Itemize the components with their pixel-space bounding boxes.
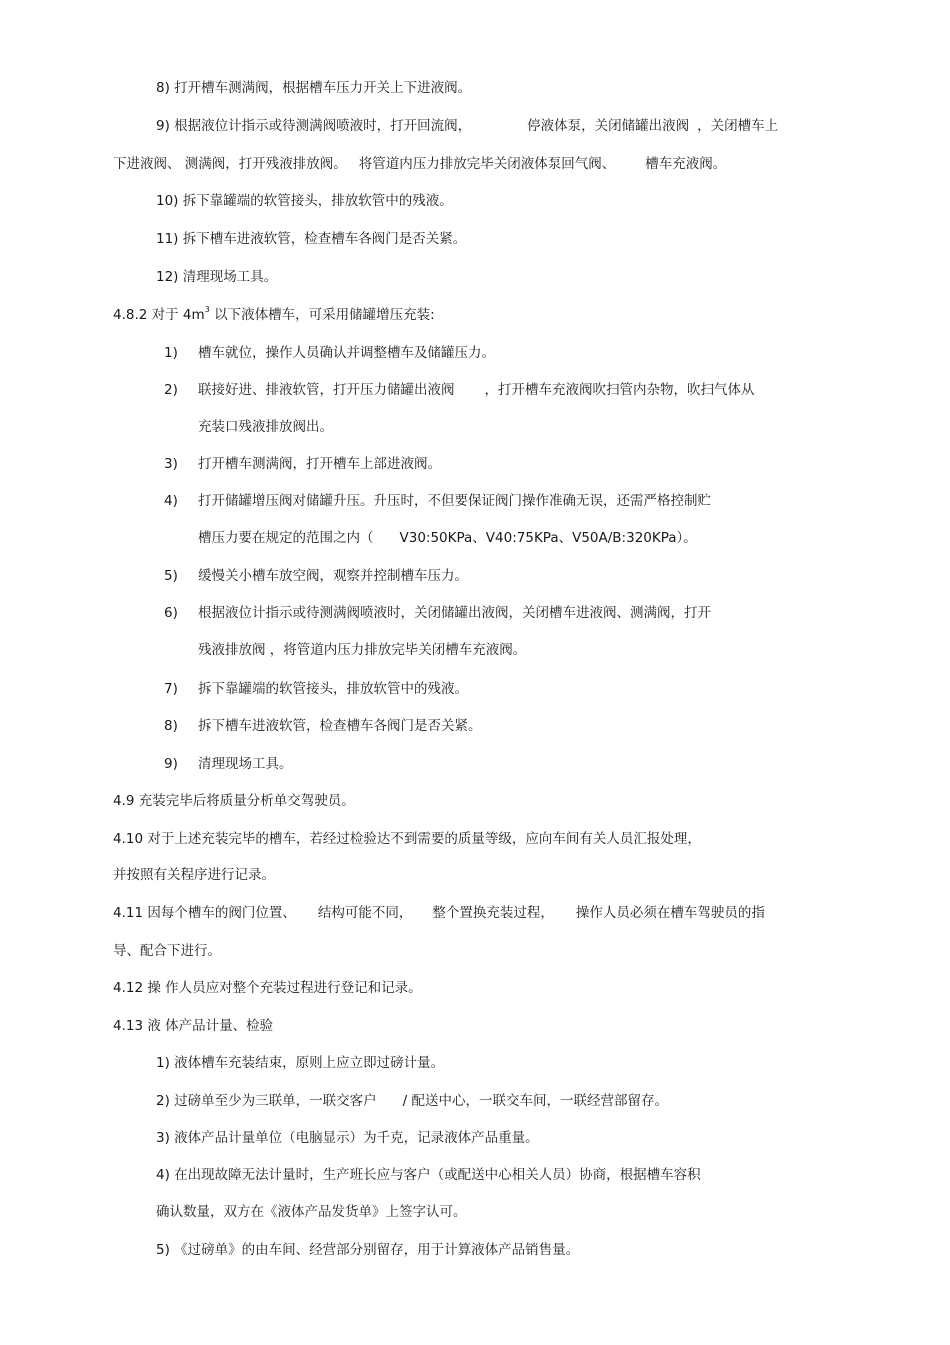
sub-step-2-text: 联接好进、排液软管，打开压力储罐出液阀 ，打开槽车充液阀吹扫管内杂物，吹扫气体从 [198,382,755,398]
sub-step-5-num: 5) [164,568,178,584]
sub-step-1-num: 1) [164,345,178,361]
sub-step-8-text: 拆下槽车进液软管，检查槽车各阀门是否关紧。 [198,718,482,734]
step-11-line: 11) 拆下槽车进液软管，检查槽车各阀门是否关紧。 [156,231,467,247]
sub-step-4-continuation: 槽压力要在规定的范围之内（ V30:50KPa、V40:75KPa、V50A/B:320KPa）。 [198,530,697,546]
sub-step-4-num: 4) [164,493,178,509]
sub-step-6-continuation: 残液排放阀 ，将管道内压力排放完毕关闭槽车充液阀。 [198,642,527,658]
sub-step-6-text: 根据液位计指示或待测满阀喷液时，关闭储罐出液阀，关闭槽车进液阀、测满阀，打开 [198,605,711,621]
measure-step-4: 4) 在出现故障无法计量时，生产班长应与客户（或配送中心相关人员）协商，根据槽车容积 [156,1167,701,1183]
section-4-9: 4.9 充装完毕后将质量分析单交驾驶员。 [113,793,355,809]
sub-step-4-text: 打开储罐增压阀对储罐升压。升压时，不但要保证阀门操作准确无误，还需严格控制贮 [198,493,711,509]
sub-step-9-num: 9) [164,756,178,772]
section-4-12: 4.12 操 作人员应对整个充装过程进行登记和记录。 [113,980,422,996]
sub-step-9-text: 清理现场工具。 [198,756,293,772]
measure-step-1: 1) 液体槽车充装结束，原则上应立即过磅计量。 [156,1055,445,1071]
sub-step-7-text: 拆下靠罐端的软管接头，排放软管中的残液。 [198,681,468,697]
sub-step-2-num: 2) [164,382,178,398]
sub-step-5-text: 缓慢关小槽车放空阀，观察并控制槽车压力。 [198,568,468,584]
sub-step-8-num: 8) [164,718,178,734]
sub-step-6-num: 6) [164,605,178,621]
measure-step-4-continuation: 确认数量，双方在《液体产品发货单》上签字认可。 [156,1204,467,1220]
section-4-10-continuation: 并按照有关程序进行记录。 [113,867,275,883]
step-9-continuation: 下进液阀、 测满阀，打开残液排放阀。 将管道内压力排放完毕关闭液体泵回气阀、 槽车充液阀。 [113,156,727,172]
step-8-line: 8) 打开槽车测满阀，根据槽车压力开关上下进液阀。 [156,80,472,96]
section-4-13-heading: 4.13 液 体产品计量、检验 [113,1018,274,1034]
measure-step-3: 3) 液体产品计量单位（电脑显示）为千克，记录液体产品重量。 [156,1130,539,1146]
sub-step-7-num: 7) [164,681,178,697]
section-4-11-continuation: 导、配合下进行。 [113,943,221,959]
section-4-11: 4.11 因每个槽车的阀门位置、 结构可能不同， 整个置换充装过程， 操作人员必须在槽车驾驶员的指 [113,905,765,921]
section-4-10: 4.10 对于上述充装完毕的槽车，若经过检验达不到需要的质量等级，应向车间有关人员汇报处理， [113,831,701,847]
sub-step-3-text: 打开槽车测满阀，打开槽车上部进液阀。 [198,456,441,472]
section-4-8-2-heading: 4.8.2 对于 $4m^3$ 以下液体槽车，可采用储罐增压充装: [113,305,435,323]
measure-step-2: 2) 过磅单至少为三联单，一联交客户 / 配送中心，一联交车间，一联经营部留存。 [156,1093,668,1109]
sub-step-1-text: 槽车就位，操作人员确认并调整槽车及储罐压力。 [198,345,495,361]
step-10-line: 10) 拆下靠罐端的软管接头，排放软管中的残液。 [156,193,453,209]
step-9-line: 9) 根据液位计指示或待测满阀喷液时，打开回流阀， 停液体泵，关闭储罐出液阀 ，关闭槽车上 [156,118,779,134]
step-12-line: 12) 清理现场工具。 [156,269,278,285]
sub-step-2-continuation: 充装口残液排放阀出。 [198,419,333,435]
sub-step-3-num: 3) [164,456,178,472]
measure-step-5: 5) 《过磅单》的由车间、经营部分别留存，用于计算液体产品销售量。 [156,1242,580,1258]
